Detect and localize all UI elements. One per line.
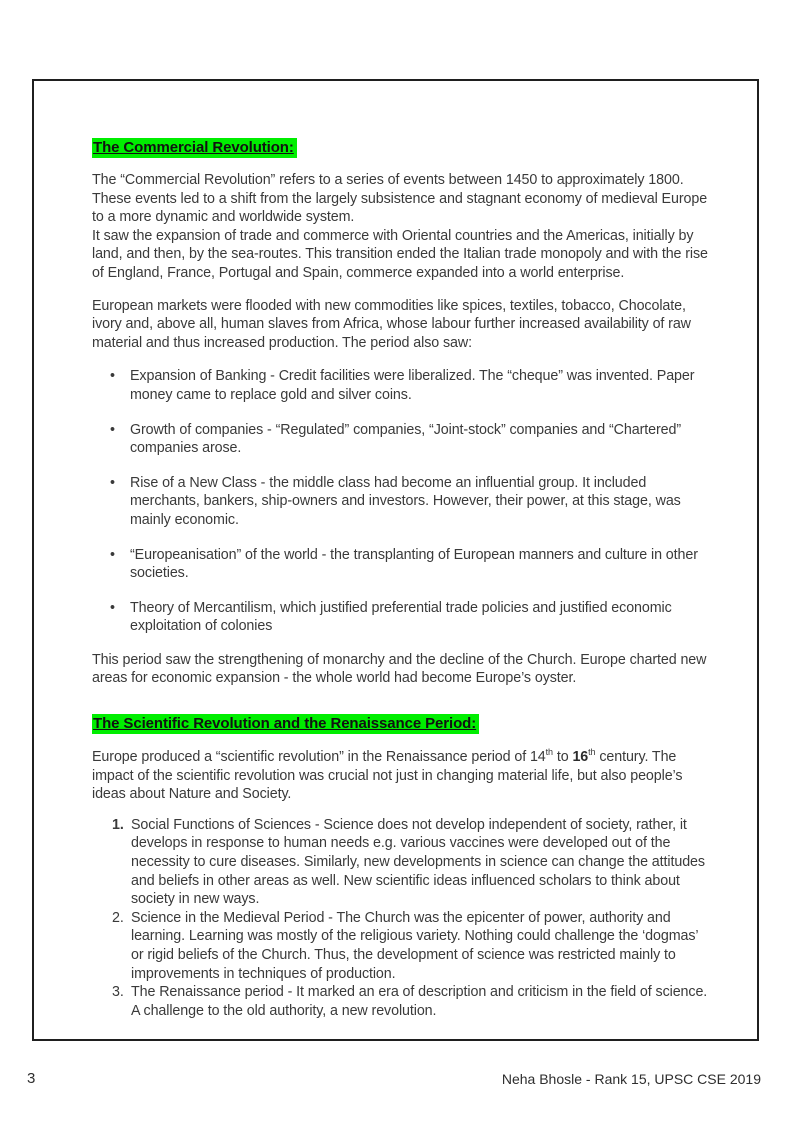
bullet-item-banking — [92, 367, 710, 404]
numbered-text: Science in the Medieval Period - The Church was the epicenter of power, authority and learning. Learning was mostly of the religious variety. Nothing could challenge the ‘dogmas’ or rigid beliefs of the Church. Thus, the development of science was restricted mainly to improvements in techniques of production. — [131, 909, 698, 982]
bullet-icon: • — [110, 474, 115, 491]
bullet-item-mercantilism — [92, 599, 710, 636]
bullet-icon: • — [110, 421, 115, 438]
numbered-text: The Renaissance period - It marked an era of description and criticism in the field of science. A challenge to the old authority, a new revolution. — [131, 984, 708, 1019]
intro-text-part3: century. The impact of the scientific revolution was crucial not just in changing material life, but also people’s ideas about Nature and Society. — [92, 749, 683, 803]
page-number: 3 — [27, 1070, 36, 1087]
bullet-icon: • — [110, 368, 115, 385]
intro-text-part1: Europe produced a “scientific revolution” in the Renaissance period of 14 — [92, 749, 546, 766]
paragraph-scientific-intro — [92, 748, 710, 804]
intro-text-part2: to — [552, 749, 573, 766]
bullet-icon: • — [110, 546, 115, 563]
footer-credit: Neha Bhosle - Rank 15, UPSC CSE 2019 — [501, 1071, 761, 1087]
list-number: 2. — [112, 909, 124, 926]
bullet-item-europeanisation — [92, 546, 710, 583]
list-number: 1. — [112, 816, 124, 833]
bullet-text: Growth of companies - “Regulated” companies, “Joint-stock” companies and “Chartered” companies arose. — [130, 421, 682, 457]
section-heading-scientific-revolution: The Scientific Revolution and the Renaissance Period: — [92, 714, 479, 734]
bullet-text: Theory of Mercantilism, which justified preferential trade policies and justified economic exploitation of colonies — [130, 599, 672, 635]
bullet-item-new-class — [92, 474, 710, 530]
paragraph-commercial-1b: It saw the expansion of trade and commerce with Oriental countries and the Americas, initially by land, and then, by the sea-routes. This transition ended the Italian trade monopoly and with the rise of England, France, Portugal and Spain, commerce expanded into a world enterprise. — [92, 227, 708, 281]
bullet-text: Expansion of Banking - Credit facilities were liberalized. The “cheque” was invented. Paper money came to replace gold and silver coins. — [130, 368, 695, 403]
numbered-item-renaissance — [92, 983, 710, 1020]
intro-text-bold-16: 16 — [572, 749, 589, 766]
bullet-icon: • — [110, 599, 115, 616]
paragraph-monarchy: This period saw the strengthening of monarchy and the decline of the Church. Europe charted new areas for economic expansion - the whole world had become Europe’s oyster. — [92, 651, 707, 687]
numbered-text: Social Functions of Sciences - Science does not develop independent of society, rather, it develops in response to human needs e.g. various vaccines were developed out of the necessity to cure diseases. Similarly, new developments in science can change the attitudes and beliefs in other areas as well. New scientific ideas influenced scholars to think about society in new ways. — [131, 816, 705, 908]
paragraph-commodities: European markets were flooded with new commodities like spices, textiles, tobacco, Chocolate, ivory and, above all, human slaves from Africa, whose labour further increased availability of raw material and thus increased production. The period also saw: — [92, 297, 691, 351]
page-content — [92, 138, 710, 1020]
bullet-text: “Europeanisation” of the world - the transplanting of European manners and culture in other societies. — [130, 546, 698, 582]
numbered-list-scientific — [92, 816, 710, 1021]
section-heading-commercial-revolution: The Commercial Revolution: — [92, 138, 297, 158]
paragraph-commercial-1a: The “Commercial Revolution” refers to a series of events between 1450 to approximately 1800. These events led to a shift from the largely subsistence and stagnant economy of medieval Europe to a more dynamic and worldwide system. — [92, 172, 708, 226]
section-commercial-revolution — [92, 138, 710, 158]
list-number: 3. — [112, 984, 124, 1001]
superscript-th: th — [545, 747, 553, 758]
bullet-list-commercial — [92, 367, 710, 636]
section-scientific-revolution — [92, 714, 710, 734]
numbered-item-medieval-science — [92, 909, 710, 983]
numbered-item-social-functions — [92, 816, 710, 909]
bullet-text: Rise of a New Class - the middle class had become an influential group. It included merchants, bankers, ship-owners and investors. However, their power, at this stage, was mainly economic. — [130, 474, 681, 528]
bullet-item-companies — [92, 421, 710, 458]
superscript-th: th — [588, 747, 596, 758]
